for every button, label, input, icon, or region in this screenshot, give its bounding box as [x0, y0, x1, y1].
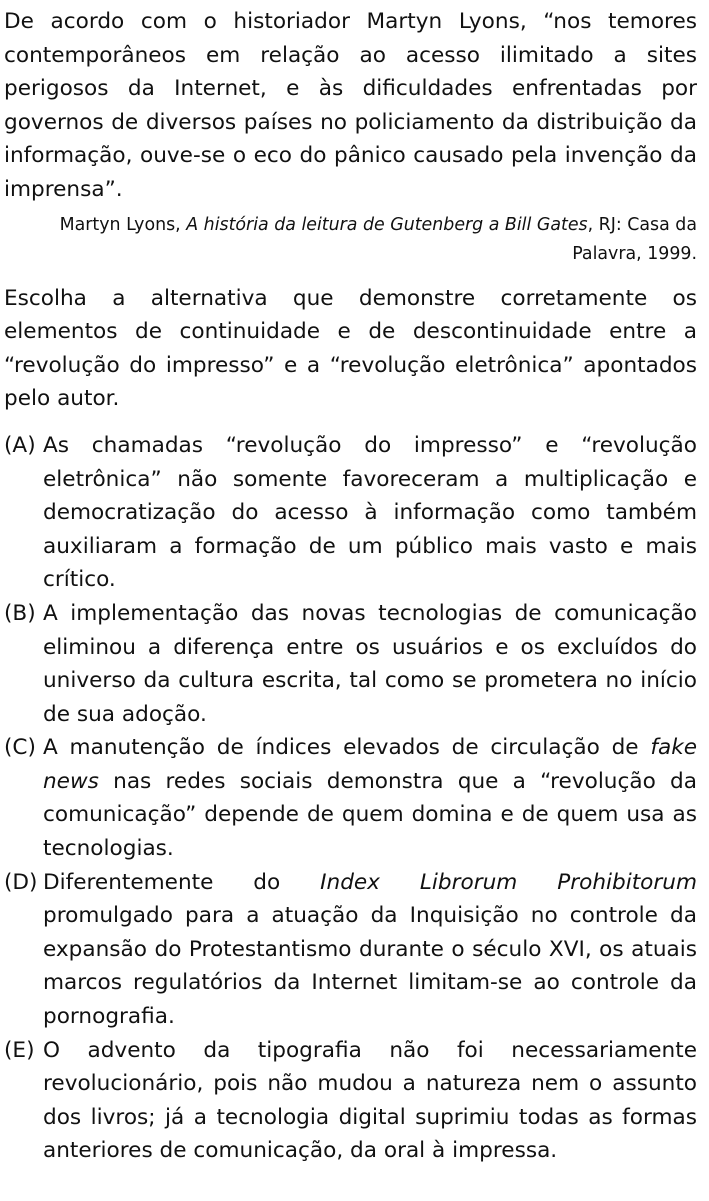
option-e-text: O advento da tipografia não foi necessariamente revolucionário, pois não mudou a natureza nem o assunto dos livros; já a tecnologia digital suprimiu todas as formas anteriores de comunicação, da oral à impressa.: [43, 1037, 697, 1164]
option-e-letter: (E): [4, 1037, 35, 1063]
option-d-text-before: Diferentemente do: [43, 869, 321, 895]
question-prompt: Escolha a alternativa que demonstre corretamente os elementos de continuidade e de descontinuidade entre a “revolução do impresso” e a “revolução eletrônica” apontados pelo autor.: [4, 285, 697, 412]
option-c-text-italic: fake news: [43, 735, 697, 794]
option-c-letter: (C): [4, 735, 36, 761]
option-b-text: A implementação das novas tecnologias de comunicação eliminou a diferença entre os usuários e os excluídos do universo da cultura escrita, tal como se prometera no início de sua adoção.: [43, 600, 697, 727]
option-d-text: [43, 866, 697, 1034]
source-title: A história da leitura de Gutenberg a Bill Gates: [186, 214, 588, 235]
source-publisher: , RJ: Casa da Palavra, 1999.: [572, 214, 697, 264]
quote-paragraph: De acordo com o historiador Martyn Lyons, “nos temores contemporâneos em relação ao acesso ilimitado a sites perigosos da Internet, e às dificuldades enfrentadas por governos de diversos países no policiamento da distribuição da informação, ouve-se o eco do pânico causado pela invenção da imprensa”.: [4, 9, 697, 202]
option-d-letter: (D): [4, 869, 38, 895]
source-author: Martyn Lyons,: [59, 214, 187, 235]
option-d[interactable]: [4, 866, 697, 1034]
option-c-text-after: nas redes sociais demonstra que a “revolução da comunicação” depende de quem domina e de quem usa as tecnologias.: [43, 768, 697, 862]
option-d-text-italic: Index Librorum Prohibitorum: [320, 869, 697, 895]
option-d-text-after: promulgado para a atuação da Inquisição no controle da expansão do Protestantismo durante o século XVI, os atuais marcos regulatórios da Internet limitam-se ao controle da pornografia.: [43, 903, 697, 1030]
option-c[interactable]: [4, 731, 697, 865]
source-citation: [4, 211, 697, 269]
option-a-letter: (A): [4, 432, 36, 458]
option-e[interactable]: [4, 1034, 697, 1168]
option-b[interactable]: [4, 597, 697, 731]
option-a[interactable]: [4, 429, 697, 597]
answer-options: [4, 429, 697, 1168]
option-a-text: As chamadas “revolução do impresso” e “revolução eletrônica” não somente favoreceram a multiplicação e democratização do acesso à informação como também auxiliaram a formação de um público mais vasto e mais crítico.: [43, 432, 697, 593]
option-b-letter: (B): [4, 600, 36, 626]
option-c-text: [43, 731, 697, 865]
option-c-text-before: A manutenção de índices elevados de circulação de: [43, 735, 651, 761]
